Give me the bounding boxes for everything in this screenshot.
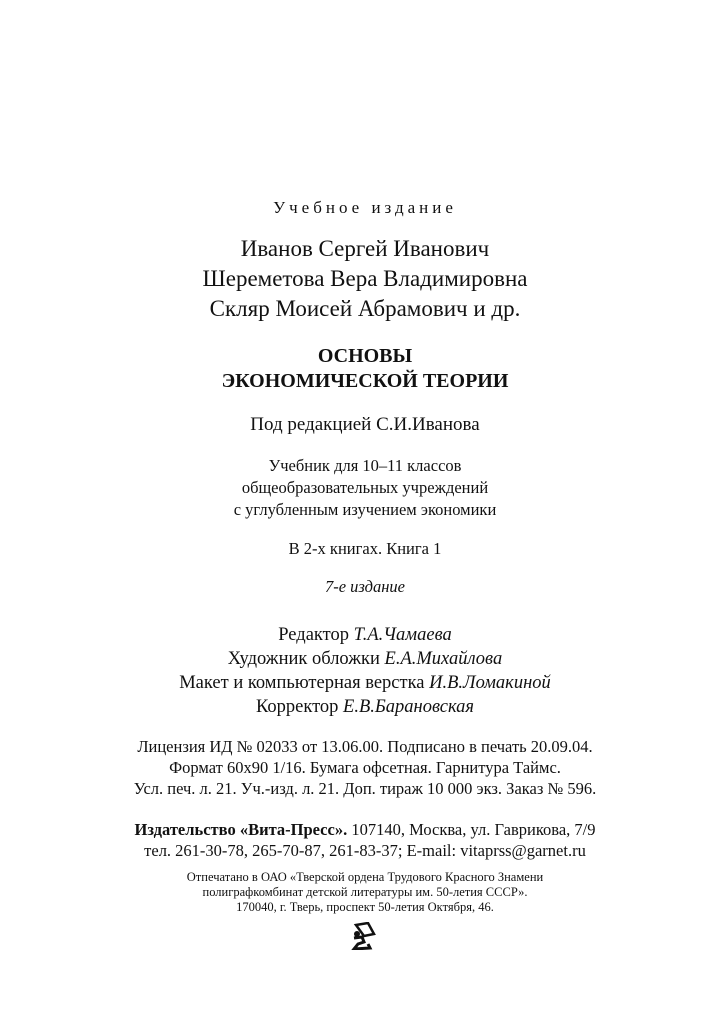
credit-layout bbox=[0, 674, 702, 693]
author-2: Шереметова Вера Владимировна bbox=[202, 266, 528, 291]
credit-name: Е.А.Михайлова bbox=[384, 649, 503, 669]
description-line-1: Учебник для 10–11 классов bbox=[268, 456, 462, 475]
edited-by: Под редакцией С.И.Иванова bbox=[250, 414, 480, 435]
publisher-contacts: тел. 261-30-78, 265-70-87, 261-83-37; E-mail: vitaprss@garnet.ru bbox=[144, 841, 586, 860]
description-line-3: с углубленным изучением экономики bbox=[233, 500, 497, 519]
edition bbox=[0, 579, 702, 596]
book-title-line-1: ОСНОВЫ bbox=[317, 345, 413, 367]
edition-text: 7-е издание bbox=[324, 577, 406, 596]
credit-proofreader bbox=[0, 698, 702, 717]
author-3: Скляр Моисей Абрамович и др. bbox=[209, 296, 521, 321]
printer-line-3: 170040, г. Тверь, проспект 50-летия Октября, 46. bbox=[236, 900, 494, 914]
description-line-2: общеобразовательных учреждений bbox=[241, 478, 489, 497]
credit-name: Е.В.Барановская bbox=[343, 697, 475, 717]
printer-line-1: Отпечатано в ОАО «Тверской ордена Трудового Красного Знамени bbox=[186, 870, 544, 884]
credit-role: Редактор bbox=[278, 625, 349, 645]
imprint-line-3: Усл. печ. л. 21. Уч.-изд. л. 21. Доп. тираж 10 000 экз. Заказ № 596. bbox=[133, 779, 597, 798]
credit-role: Художник обложки bbox=[227, 649, 380, 669]
credit-cover-artist bbox=[0, 650, 702, 669]
edition-type: Учебное издание bbox=[273, 198, 457, 217]
credit-role: Корректор bbox=[255, 697, 339, 717]
credit-name: И.В.Ломакиной bbox=[429, 673, 551, 693]
credit-name: Т.А.Чамаева bbox=[353, 625, 452, 645]
imprint-line-2: Формат 60x90 1/16. Бумага офсетная. Гарнитура Таймс. bbox=[169, 758, 561, 777]
publisher-address: 107140, Москва, ул. Гаврикова, 7/9 bbox=[351, 820, 596, 839]
author-1: Иванов Сергей Иванович bbox=[240, 236, 490, 261]
credit-role: Макет и компьютерная верстка bbox=[179, 673, 425, 693]
printer-logo-icon bbox=[350, 922, 376, 950]
imprint-line-1: Лицензия ИД № 02033 от 13.06.00. Подписано в печать 20.09.04. bbox=[137, 737, 593, 756]
volume: В 2-х книгах. Книга 1 bbox=[288, 539, 442, 558]
book-title-line-2: ЭКОНОМИЧЕСКОЙ ТЕОРИИ bbox=[221, 370, 509, 392]
publisher-name: Издательство «Вита-Пресс». bbox=[134, 820, 348, 839]
credit-editor bbox=[0, 626, 702, 645]
publisher-line bbox=[0, 822, 702, 839]
printer-line-2: полиграфкомбинат детской литературы им. 50-летия СССР». bbox=[202, 885, 528, 899]
